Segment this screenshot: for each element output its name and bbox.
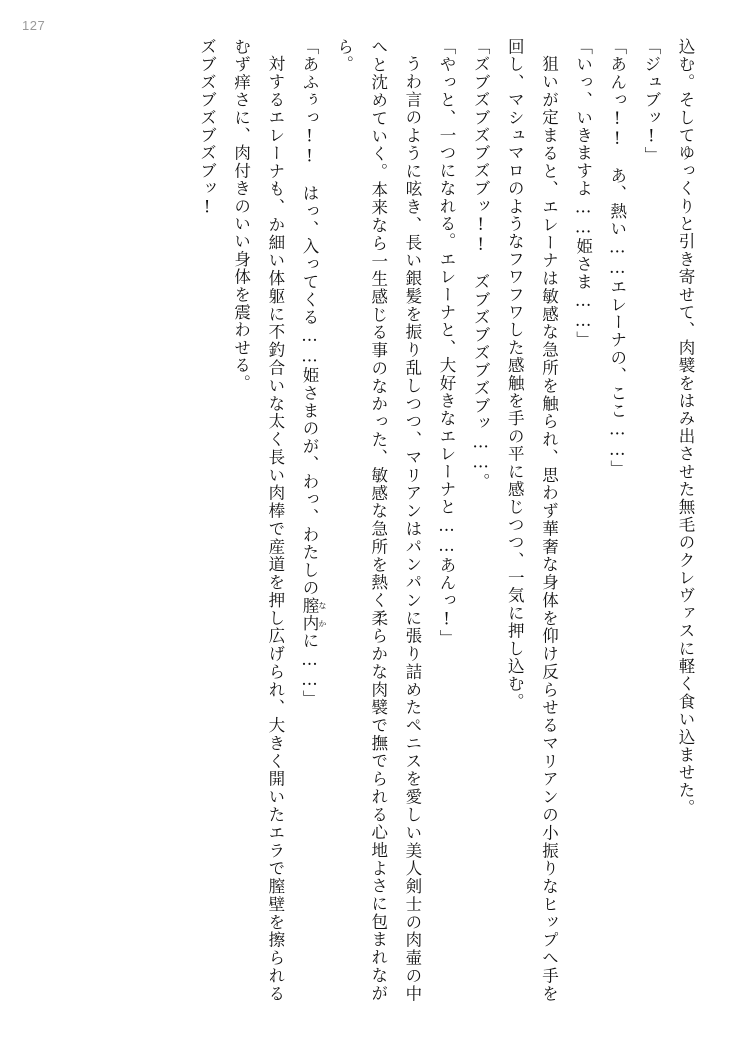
paragraph: 対するエレーナも、か細い体躯に不釣合いな太く長い肉棒で産道を押し広げられ、大きく開いたエラで膣壁を擦られるむず痒さに、肉付きのいい身体を震わせる。 [231, 38, 285, 1002]
paragraph: 「あふぅっ!! はっ、入ってくる……姫さまのが、わっ、わたしの膣内 なかに……」 [299, 38, 327, 708]
paragraph: 「あんっ!! あ、熱い……エレーナの、ここ……」 [607, 38, 627, 478]
ruby-annotation: 膣内 なか [299, 596, 327, 633]
paragraph: うわ言のように呟き、長い銀髪を振り乱しつつ、マリアンはパンパンに張り詰めたペニスを愛しい美人剣士の肉壷の中へと沈めていく。本来なら一生感じる事のなかった、敏感な急所を熱く柔らかな肉襞で撫でられる心地よさに包まれながら。 [334, 38, 422, 1002]
page-body-text [40, 38, 702, 1002]
paragraph: 「ズブズブズブズブッ!! ズブズブズブズブッ……。 [471, 38, 491, 491]
paragraph: 「やっと、一つになれる。エレーナと、大好きなエレーナと……あんっ!」 [437, 38, 457, 648]
paragraph: 狙いが定まると、エレーナは敏感な急所を触られ、思わず華奢な身体を仰け反らせるマリアンの小振りなヒップへ手を回し、マシュマロのようなフワフワした感触を手の平に感じつつ、一気に押し込む。 [505, 38, 559, 1002]
page-number: 127 [22, 18, 46, 33]
paragraph: 「いっ、いきますよ……姫さま……」 [573, 38, 593, 349]
paragraph: 「ジュブッ!」 [641, 38, 661, 165]
paragraph: 込む。そしてゆっくりと引き寄せて、肉襞をはみ出させた無毛のクレヴァスに軽く食い込ませた。 [676, 38, 695, 817]
paragraph: ズブズブズブズブッ! [197, 38, 217, 218]
